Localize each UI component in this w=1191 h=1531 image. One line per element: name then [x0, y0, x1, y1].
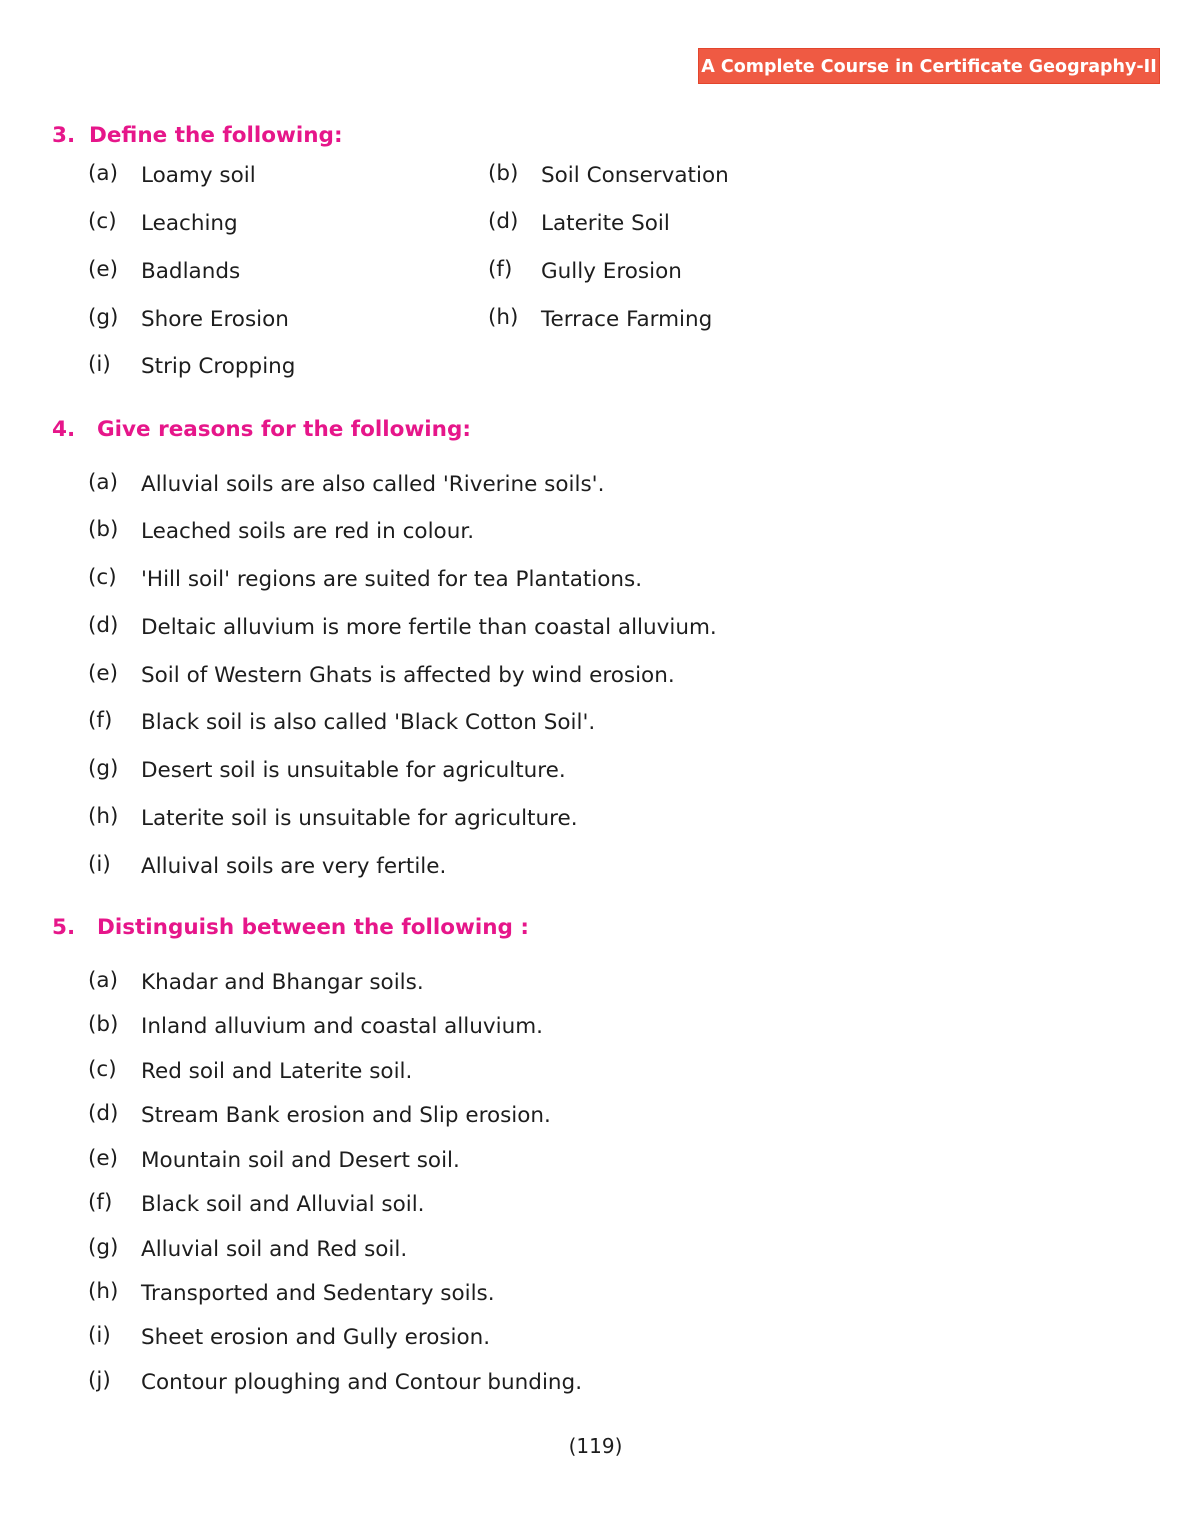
item-label: (j) — [88, 1368, 111, 1393]
item-label: (f) — [488, 257, 513, 282]
item-label: (a) — [88, 470, 118, 495]
item-label: (b) — [88, 1012, 119, 1037]
item-label: (i) — [88, 352, 111, 377]
item-label: (h) — [88, 1279, 119, 1304]
item-text: Strip Cropping — [141, 354, 296, 379]
item-label: (h) — [488, 305, 519, 330]
item-label: (d) — [88, 613, 119, 638]
item-text: Contour ploughing and Contour bunding. — [141, 1370, 583, 1395]
item-label: (d) — [88, 1101, 119, 1126]
item-text: Sheet erosion and Gully erosion. — [141, 1325, 491, 1350]
item-text: Deltaic alluvium is more fertile than coastal alluvium. — [141, 615, 717, 640]
item-text: Laterite soil is unsuitable for agriculture. — [141, 806, 578, 831]
section-4-number: 4. — [52, 417, 76, 442]
item-text: Soil of Western Ghats is affected by wind erosion. — [141, 663, 675, 688]
item-text: Badlands — [141, 259, 241, 284]
section-5-heading — [52, 917, 529, 939]
item-text: Alluvial soils are also called 'Riverine soils'. — [141, 472, 605, 497]
section-5-title: Distinguish between the following : — [97, 915, 529, 940]
item-label: (e) — [88, 257, 119, 282]
book-title-badge: A Complete Course in Certificate Geography-II — [698, 48, 1160, 84]
item-text: Laterite Soil — [541, 211, 670, 236]
item-text: Transported and Sedentary soils. — [141, 1281, 495, 1306]
section-3-title: Define the following: — [89, 123, 343, 148]
item-text: Mountain soil and Desert soil. — [141, 1148, 460, 1173]
item-label: (e) — [88, 661, 119, 686]
item-text: Leached soils are red in colour. — [141, 519, 475, 544]
item-text: Gully Erosion — [541, 259, 682, 284]
item-text: 'Hill soil' regions are suited for tea Plantations. — [141, 567, 643, 592]
item-text: Alluival soils are very fertile. — [141, 854, 447, 879]
item-label: (c) — [88, 565, 117, 590]
item-label: (c) — [88, 1057, 117, 1082]
item-label: (i) — [88, 1323, 111, 1348]
item-label: (i) — [88, 852, 111, 877]
item-label: (a) — [88, 968, 118, 993]
item-text: Desert soil is unsuitable for agriculture. — [141, 758, 566, 783]
item-label: (g) — [88, 1235, 119, 1260]
item-label: (f) — [88, 1190, 113, 1215]
item-text: Inland alluvium and coastal alluvium. — [141, 1014, 543, 1039]
item-text: Black soil and Alluvial soil. — [141, 1192, 425, 1217]
item-label: (b) — [88, 517, 119, 542]
item-label: (g) — [88, 756, 119, 781]
section-3-number: 3. — [52, 123, 76, 148]
section-4-heading — [52, 419, 471, 441]
item-label: (e) — [88, 1146, 119, 1171]
item-text: Stream Bank erosion and Slip erosion. — [141, 1103, 551, 1128]
section-4-title: Give reasons for the following: — [97, 417, 471, 442]
item-text: Black soil is also called 'Black Cotton Soil'. — [141, 710, 596, 735]
item-text: Shore Erosion — [141, 307, 289, 332]
item-text: Soil Conservation — [541, 163, 729, 188]
item-label: (f) — [88, 708, 113, 733]
item-label: (a) — [88, 161, 118, 186]
item-text: Leaching — [141, 211, 238, 236]
item-text: Khadar and Bhangar soils. — [141, 970, 424, 995]
item-text: Alluvial soil and Red soil. — [141, 1237, 408, 1262]
item-text: Terrace Farming — [541, 307, 713, 332]
item-text: Red soil and Laterite soil. — [141, 1059, 413, 1084]
item-label: (g) — [88, 305, 119, 330]
item-label: (d) — [488, 209, 519, 234]
section-5-number: 5. — [52, 915, 76, 940]
item-text: Loamy soil — [141, 163, 256, 188]
section-3-heading — [52, 125, 343, 147]
item-label: (h) — [88, 804, 119, 829]
item-label: (b) — [488, 161, 519, 186]
item-label: (c) — [88, 209, 117, 234]
page-number: (119) — [568, 1434, 623, 1458]
